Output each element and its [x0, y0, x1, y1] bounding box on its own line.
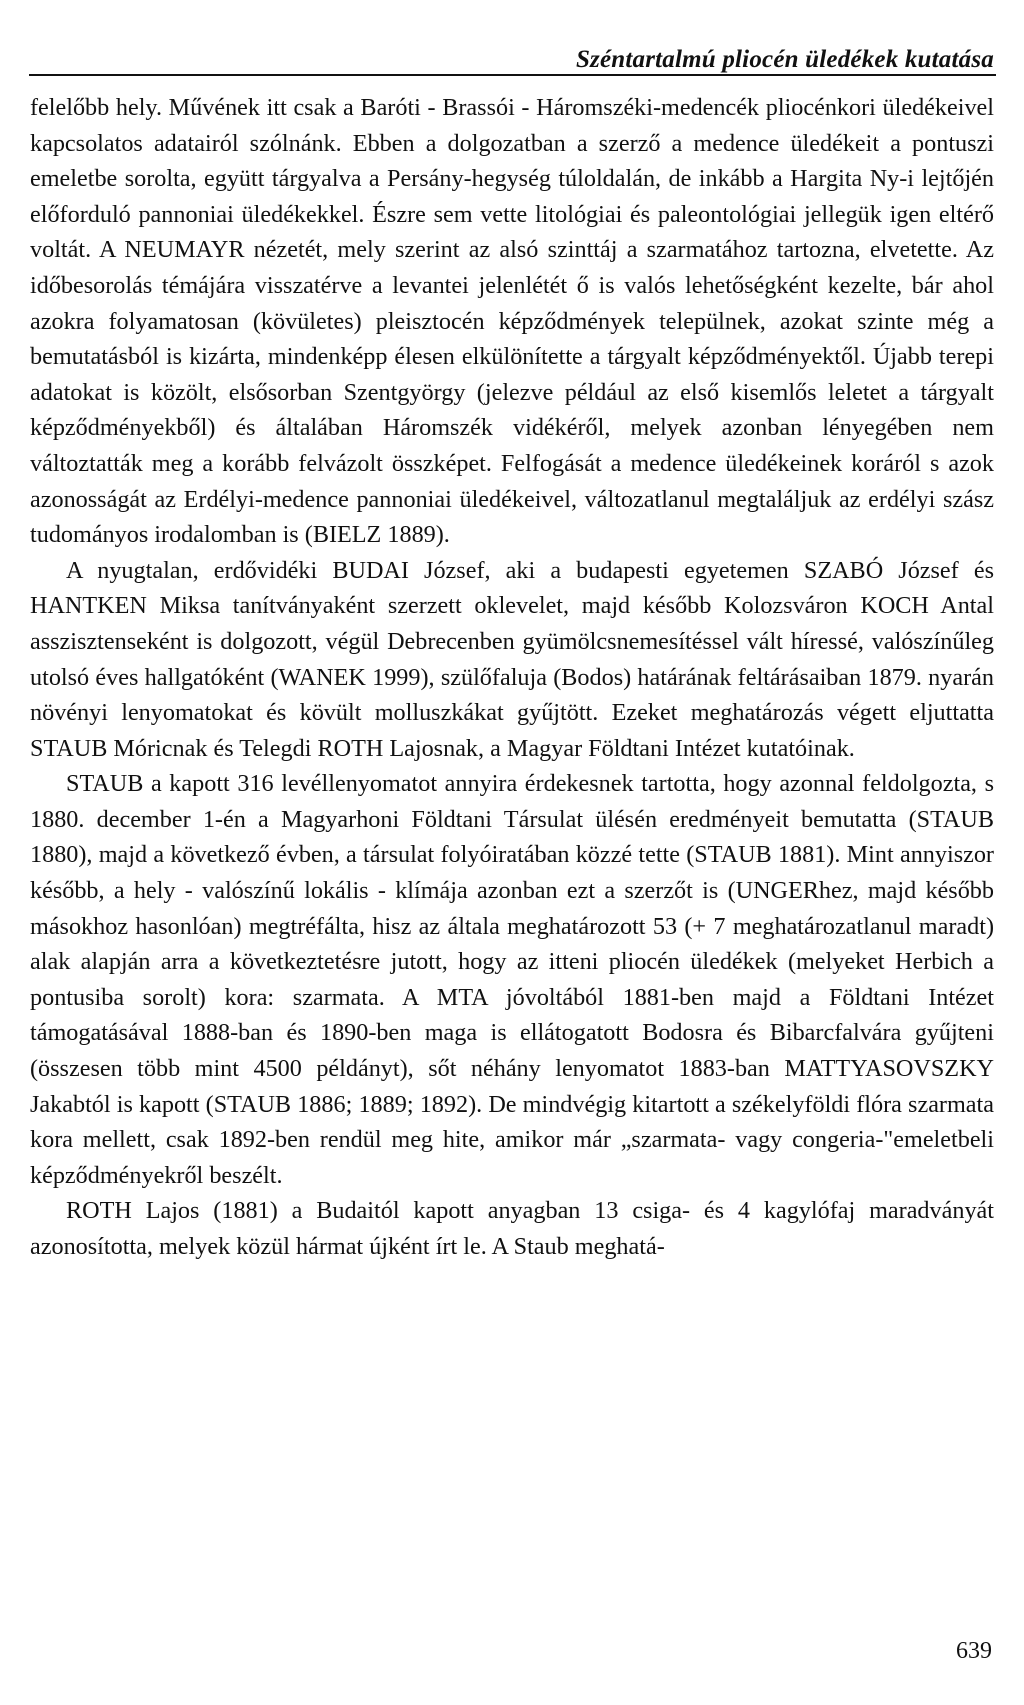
body-text: [30, 90, 994, 1265]
header-rule: [29, 74, 996, 76]
paragraph-1: felelőbb hely. Művének itt csak a Baróti - Brassói - Háromszéki-medencék pliocénkori üledékeivel kapcsolatos adatairól szólnánk. Ebben a dolgozatban a szerző a medence üledékeit a pontuszi emeletbe sorolta, együtt tárgyalva a Persány-hegység túloldalán, de inkább a Hargita Ny-i lejtőjén előforduló pannoniai üledékekkel. Észre sem vette litológiai és paleontológiai jellegük igen eltérő voltát. A NEUMAYR nézetét, mely szerint az alsó szinttáj a szarmatához tartozna, elvetette. Az időbesorolás témájára visszatérve a levantei jelenlétét ő is valós lehetőségként kezelte, bár ahol azokra folyamatosan (kövületes) pleisztocén képződmények települnek, azokat szinte még a bemutatásból is kizárta, mindenképp élesen elkülönítette a tárgyalt képződményektől. Újabb terepi adatokat is közölt, elsősorban Szentgyörgy (jelezve például az első kisemlős leletet a tárgyalt képződményekből) és általában Háromszék vidékéről, melyek azonban lényegében nem változtatták meg a korább felvázolt összképet. Felfogását a medence üledékeinek koráról s azok azonosságát az Erdélyi-medence pannoniai üledékeivel, változatlanul megtaláljuk az erdélyi szász tudományos irodalomban is (BIELZ 1889).: [30, 94, 994, 549]
page-number: 639: [956, 1638, 992, 1664]
paragraph-4: ROTH Lajos (1881) a Budaitól kapott anyagban 13 csiga- és 4 kagylófaj maradványát azonosította, melyek közül hármat újként írt le. A Staub meghatá-: [30, 1197, 994, 1260]
running-header-title: Széntartalmú pliocén üledékek kutatása: [575, 46, 994, 73]
paragraph-3: STAUB a kapott 316 levéllenyomatot annyira érdekesnek tartotta, hogy azonnal feldolgozta, s 1880. december 1-én a Magyarhoni Földtani Társulat ülésén eredményeit bemutatta (STAUB 1880), majd a következő évben, a társulat folyóiratában közzé tette (STAUB 1881). Mint annyiszor később, a hely - valószínű lokális - klímája azonban ezt a szerzőt is (UNGERhez, majd később másokhoz hasonlóan) megtréfálta, hisz az általa meghatározott 53 (+ 7 meghatározatlanul maradt) alak alapján arra a következtetésre jutott, hogy az itteni pliocén üledékek (melyeket Herbich a pontusiba sorolt) kora: szarmata. A MTA jóvoltából 1881-ben majd a Földtani Intézet támogatásával 1888-ban és 1890-ben maga is ellátogatott Bodosra és Bibarcfalvára gyűjteni (összesen több mint 4500 példányt), sőt néhány lenyomatot 1883-ban MATTYASOVSZKY Jakabtól is kapott (STAUB 1886; 1889; 1892). De mindvégig kitartott a székelyföldi flóra szarmata kora mellett, csak 1892-ben rendül meg hite, amikor már „szarmata- vagy congeria-"emeletbeli képződményekről beszélt.: [30, 770, 994, 1189]
paragraph-2: A nyugtalan, erdővidéki BUDAI József, aki a budapesti egyetemen SZABÓ József és HANTKEN Miksa tanítványaként szerzett oklevelet, majd később Kolozsváron KOCH Antal asszisztenseként is dolgozott, végül Debrecenben gyümölcsnemesítéssel vált híressé, valószínűleg utolsó éves hallgatóként (WANEK 1999), szülőfaluja (Bodos) határának feltárásaiban 1879. nyarán növényi lenyomatokat és kövült molluszkákat gyűjtött. Ezeket meghatározás végett eljuttatta STAUB Móricnak és Telegdi ROTH Lajosnak, a Magyar Földtani Intézet kutatóinak.: [30, 556, 994, 762]
